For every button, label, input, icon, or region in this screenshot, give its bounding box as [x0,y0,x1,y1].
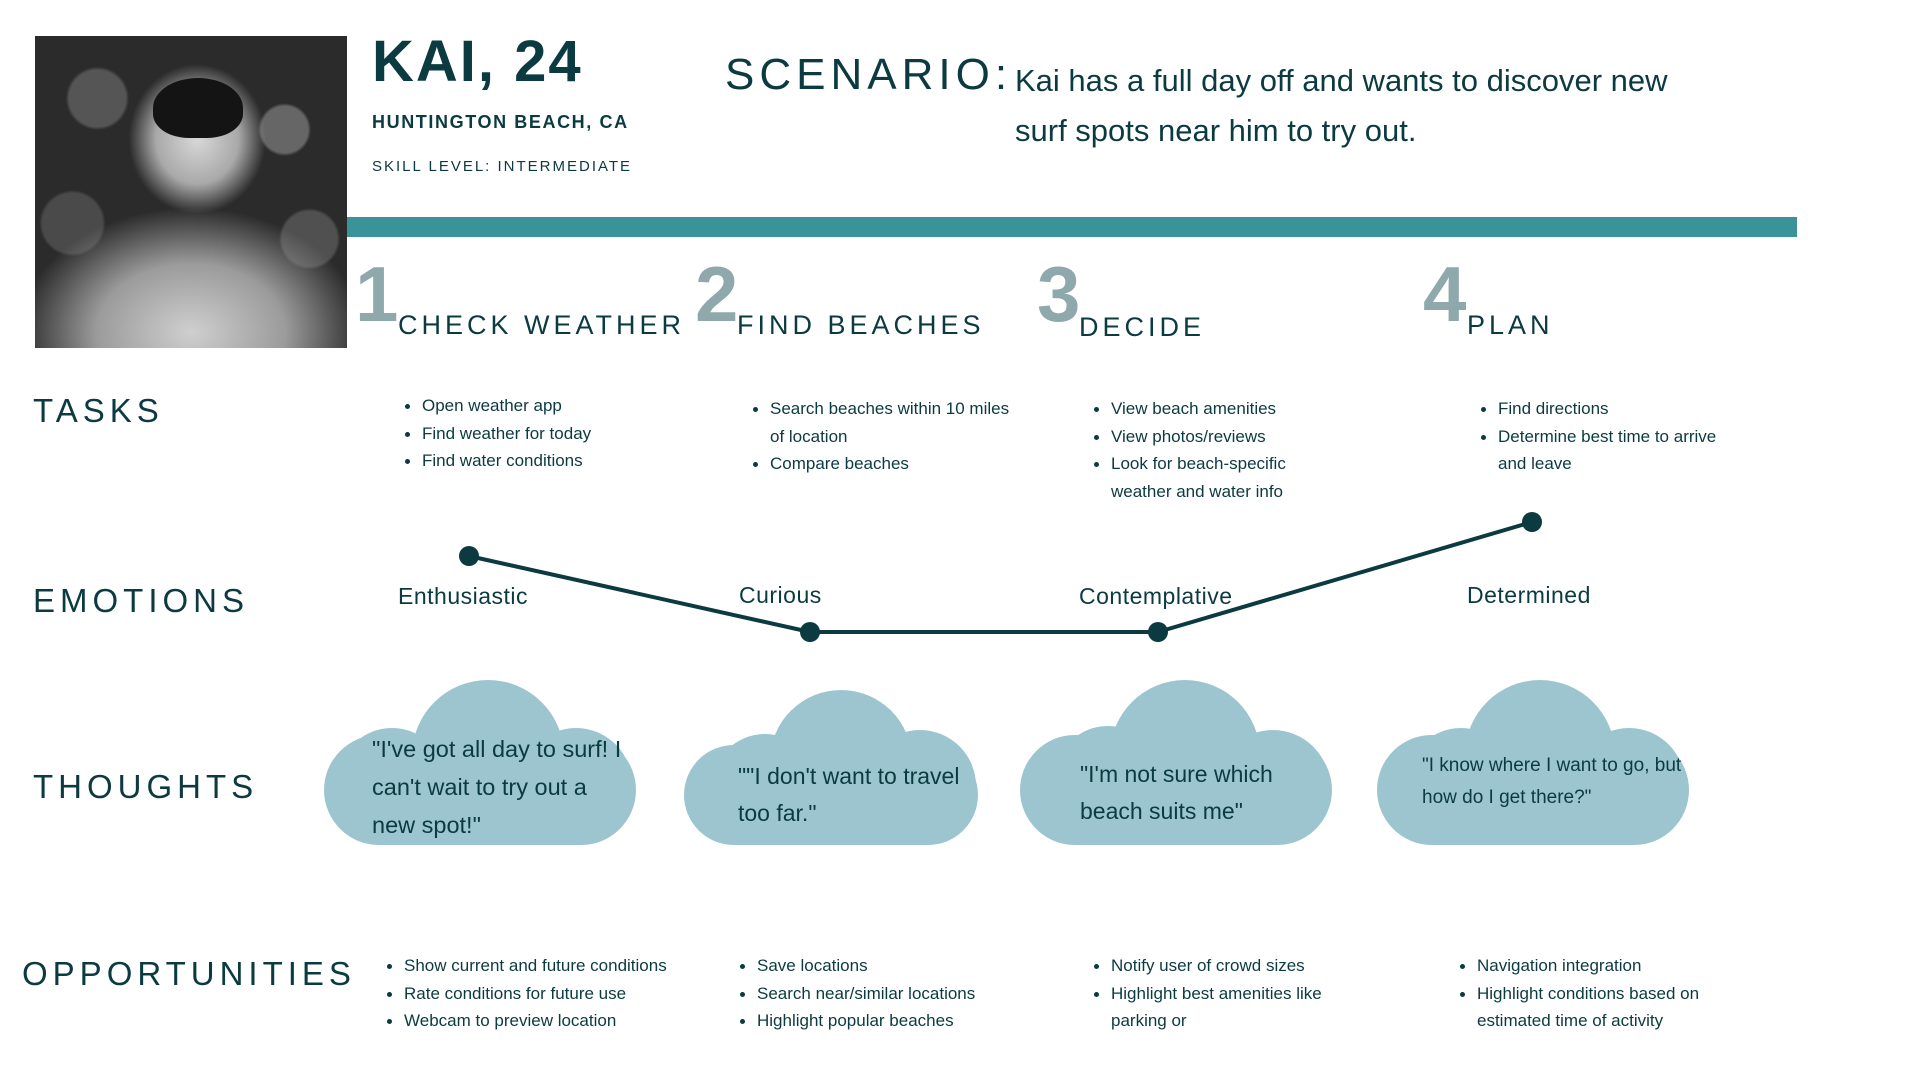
task-item: Find weather for today [422,420,692,448]
opportunity-item: Highlight best amenities like parking or [1111,980,1381,1035]
stage-4-title: PLAN [1467,310,1554,340]
stage-3-opportunities [1093,952,1381,1035]
emotion-label-1: Enthusiastic [398,583,529,609]
opportunity-item: Notify user of crowd sizes [1111,952,1381,980]
row-label-thoughts: THOUGHTS [33,768,259,805]
stage-4-number: 4 [1423,250,1467,338]
stage-4-opportunities [1459,952,1707,1035]
opportunity-item: Webcam to preview location [404,1007,744,1035]
emotion-label-3: Contemplative [1079,583,1233,609]
emotion-label-2: Curious [739,582,822,608]
thought-text-2: ""I don't want to travel too far." [738,763,960,826]
persona-name: KAI, 24 [372,29,583,94]
emotion-point-1 [459,546,479,566]
opportunity-item: Rate conditions for future use [404,980,744,1008]
task-item: Find directions [1498,395,1738,423]
emotion-point-2 [800,622,820,642]
thought-text-3: "I'm not sure which beach suits me" [1080,761,1273,824]
stage-1-opportunities [386,952,744,1035]
thought-cloud-2 [684,690,978,845]
thought-cloud-1 [324,680,636,845]
opportunity-item: Show current and future conditions [404,952,744,980]
emotion-label-4: Determined [1467,582,1591,608]
stage-2-title: FIND BEACHES [737,310,985,340]
row-label-tasks: TASKS [33,392,164,429]
persona-location: HUNTINGTON BEACH, CA [372,112,629,132]
task-item: Search beaches within 10 miles of location [770,395,1010,450]
scenario-text: Kai has a full day off and wants to discover new surf spots near him to try out. [1015,63,1668,148]
stage-3-number: 3 [1037,250,1081,338]
emotion-curve-line [469,522,1532,632]
opportunity-item: Search near/similar locations [757,980,1037,1008]
opportunity-item: Highlight popular beaches [757,1007,1037,1035]
row-label-emotions: EMOTIONS [33,582,250,619]
task-item: Look for beach-specific weather and water info [1111,450,1351,505]
thought-cloud-4 [1377,680,1689,845]
task-item: Open weather app [422,392,692,420]
scenario-label: SCENARIO: [725,50,1013,99]
task-item: Compare beaches [770,450,1010,478]
thought-text-4: "I know where I want to go, but how do I get there?" [1422,755,1682,808]
opportunity-item: Highlight conditions based on estimated time of activity [1477,980,1707,1035]
stage-3-title: DECIDE [1079,312,1206,342]
thought-cloud-3 [1020,680,1332,845]
stage-1-number: 1 [355,250,399,338]
row-label-opportunities: OPPORTUNITIES [22,955,356,992]
opportunity-item: Navigation integration [1477,952,1707,980]
task-item: View beach amenities [1111,395,1351,423]
emotion-point-3 [1148,622,1168,642]
persona-skill: SKILL LEVEL: INTERMEDIATE [372,158,633,175]
stage-2-opportunities [739,952,1037,1035]
thought-text-1: "I've got all day to surf! I can't wait to try out a new spot!" [372,736,622,838]
stage-1-title: CHECK WEATHER [398,310,686,340]
stage-2-number: 2 [695,250,739,338]
emotion-point-4 [1522,512,1542,532]
task-item: View photos/reviews [1111,423,1351,451]
task-item: Find water conditions [422,447,692,475]
opportunity-item: Save locations [757,952,1037,980]
task-item: Determine best time to arrive and leave [1498,423,1738,478]
